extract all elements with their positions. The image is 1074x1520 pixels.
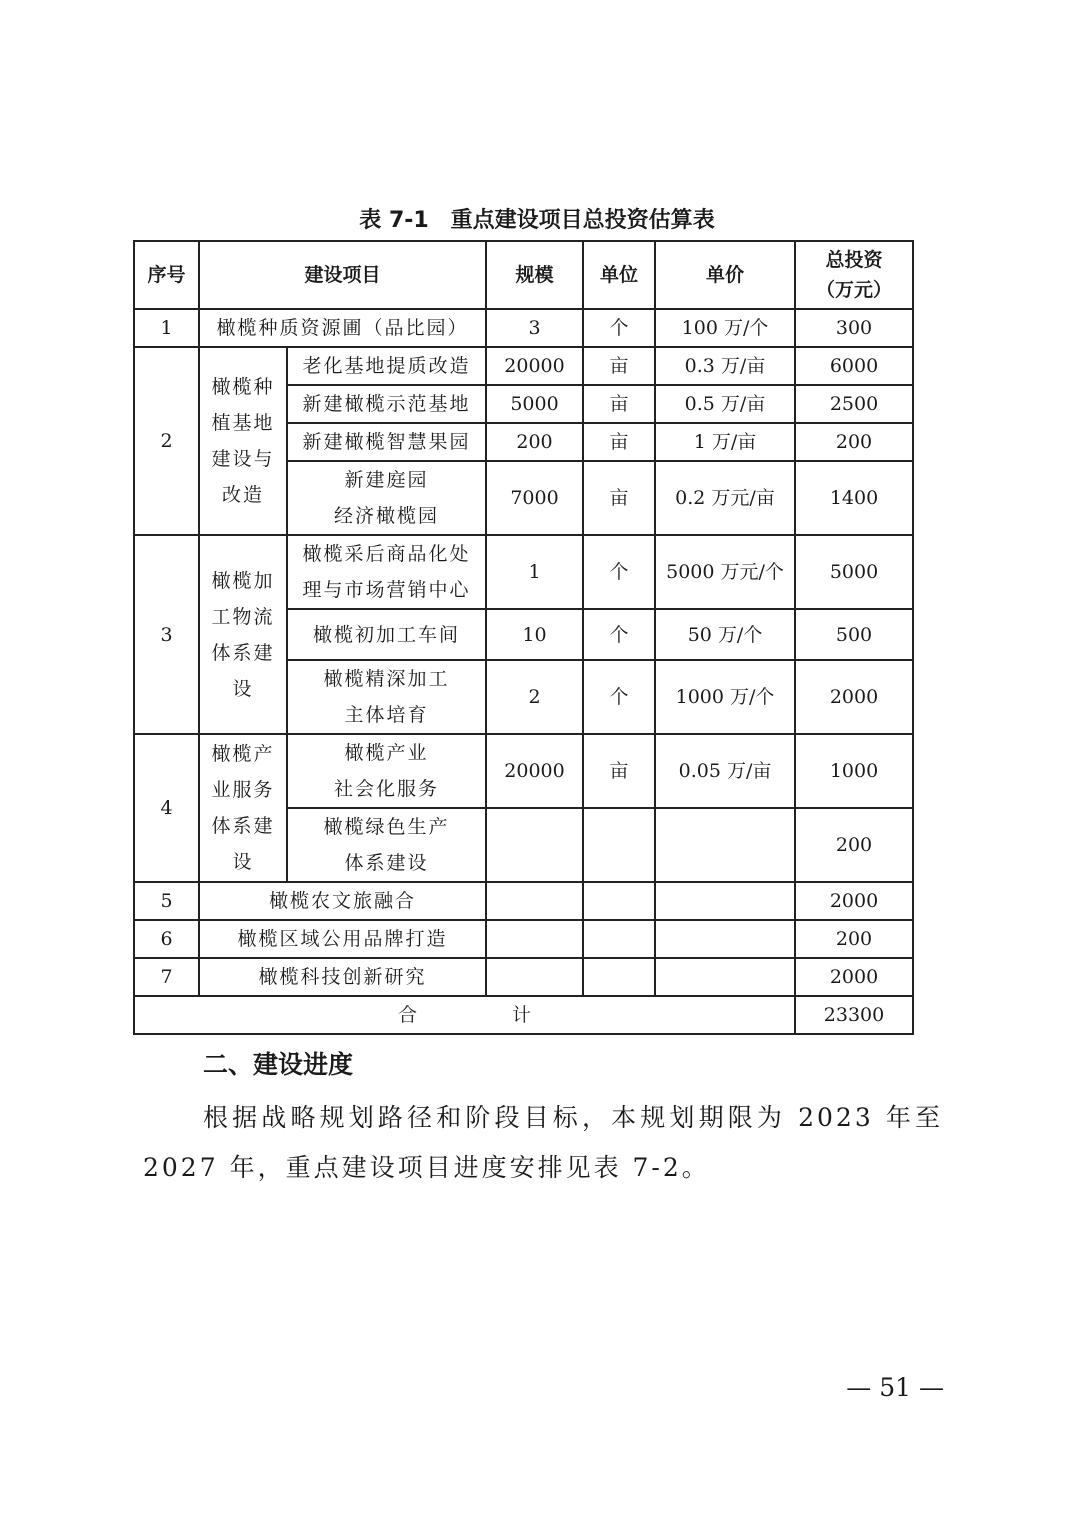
group-name-line: 植基地 [211, 412, 275, 434]
total-value: 23300 [795, 996, 913, 1034]
item-name-line: 橄榄产业 [344, 742, 429, 764]
row-seq: 5 [134, 882, 199, 920]
table-row [134, 920, 913, 958]
row-project: 橄榄区域公用品牌打造 [199, 920, 486, 958]
item-name-line: 橄榄采后商品化处 [302, 543, 471, 565]
total-label: 合 计 [134, 996, 795, 1034]
item-unit: 亩 [583, 423, 655, 461]
item-unit: 亩 [583, 461, 655, 535]
table-header-row [134, 241, 913, 309]
item-unit: 亩 [583, 385, 655, 423]
row-scale [486, 882, 583, 920]
item-price: 1000 万/个 [655, 660, 795, 734]
row-price: 100 万/个 [655, 309, 795, 347]
row-unit: 个 [583, 309, 655, 347]
item-total: 2500 [795, 385, 913, 423]
item-total: 1400 [795, 461, 913, 535]
item-name: 新建橄榄智慧果园 [287, 423, 486, 461]
group-name-line: 设 [232, 851, 254, 873]
item-scale: 10 [486, 609, 583, 660]
header-total-line1: 总投资 [825, 249, 883, 271]
item-scale [486, 808, 583, 882]
header-price: 单价 [655, 241, 795, 309]
item-unit: 个 [583, 535, 655, 609]
table-row [134, 309, 913, 347]
item-total: 200 [795, 808, 913, 882]
item-unit [583, 808, 655, 882]
row-price [655, 958, 795, 996]
row-seq: 7 [134, 958, 199, 996]
header-total-line2: （万元） [816, 279, 893, 301]
group-seq: 3 [134, 535, 199, 734]
item-total: 5000 [795, 535, 913, 609]
item-name: 老化基地提质改造 [287, 347, 486, 385]
item-price: 5000 万元/个 [655, 535, 795, 609]
row-scale [486, 920, 583, 958]
item-scale: 7000 [486, 461, 583, 535]
group-name [199, 347, 287, 535]
item-scale: 20000 [486, 347, 583, 385]
group-name-line: 体系建 [211, 815, 275, 837]
item-scale: 20000 [486, 734, 583, 808]
item-name [287, 808, 486, 882]
item-price: 1 万/亩 [655, 423, 795, 461]
row-total: 300 [795, 309, 913, 347]
table-caption: 表 7-1 重点建设项目总投资估算表 [359, 208, 715, 233]
group-name [199, 535, 287, 734]
row-price [655, 882, 795, 920]
group-name-line: 工物流 [211, 605, 275, 628]
group-seq: 2 [134, 347, 199, 535]
item-name-line: 体系建设 [344, 852, 429, 874]
header-unit: 单位 [583, 241, 655, 309]
group-name-line: 橄榄产 [211, 743, 275, 765]
row-scale [486, 958, 583, 996]
table-row [134, 882, 913, 920]
item-total: 1000 [795, 734, 913, 808]
item-unit: 个 [583, 660, 655, 734]
page-number: — 51 — [846, 1373, 944, 1402]
body-paragraph: 根据战略规划路径和阶段目标，本规划期限为 2023 年至 2027 年，重点建设项目进度安排见表 7-2。 [143, 1103, 943, 1182]
table-total-row [134, 996, 913, 1034]
row-unit [583, 920, 655, 958]
table-row [134, 958, 913, 996]
row-total: 2000 [795, 882, 913, 920]
item-price: 0.05 万/亩 [655, 734, 795, 808]
group-name-line: 橄榄种 [211, 376, 275, 398]
item-unit: 亩 [583, 734, 655, 808]
item-name-line: 理与市场营销中心 [302, 579, 471, 601]
item-price: 0.5 万/亩 [655, 385, 795, 423]
item-total: 6000 [795, 347, 913, 385]
item-total: 500 [795, 609, 913, 660]
item-name-line: 橄榄精深加工 [323, 668, 450, 690]
item-name: 新建橄榄示范基地 [287, 385, 486, 423]
group-name-line: 设 [232, 677, 254, 700]
item-name [287, 660, 486, 734]
group-name-line: 业服务 [211, 779, 275, 801]
row-scale: 3 [486, 309, 583, 347]
row-project: 橄榄科技创新研究 [199, 958, 486, 996]
item-name [287, 535, 486, 609]
row-price [655, 920, 795, 958]
group-name-line: 体系建 [211, 641, 275, 664]
item-scale: 1 [486, 535, 583, 609]
row-seq: 1 [134, 309, 199, 347]
item-total: 200 [795, 423, 913, 461]
header-project: 建设项目 [199, 241, 486, 309]
item-name [287, 461, 486, 535]
row-project: 橄榄种质资源圃（品比园） [199, 309, 486, 347]
group-seq: 4 [134, 734, 199, 882]
row-seq: 6 [134, 920, 199, 958]
item-price: 50 万/个 [655, 609, 795, 660]
row-unit [583, 958, 655, 996]
item-name: 橄榄初加工车间 [287, 609, 486, 660]
item-unit: 个 [583, 609, 655, 660]
group-name-line: 橄榄加 [211, 569, 275, 592]
row-total: 2000 [795, 958, 913, 996]
item-name-line: 社会化服务 [334, 778, 440, 800]
group-name-line: 改造 [221, 484, 264, 506]
item-scale: 2 [486, 660, 583, 734]
investment-table [133, 240, 914, 1035]
table-row [134, 734, 913, 808]
item-total: 2000 [795, 660, 913, 734]
row-project: 橄榄农文旅融合 [199, 882, 486, 920]
header-scale: 规模 [486, 241, 583, 309]
item-price: 0.3 万/亩 [655, 347, 795, 385]
item-name-line: 主体培育 [344, 704, 429, 726]
item-name-line: 新建庭园 [344, 469, 429, 491]
item-price [655, 808, 795, 882]
item-unit: 亩 [583, 347, 655, 385]
table-row [134, 347, 913, 385]
table-row [134, 535, 913, 609]
item-name [287, 734, 486, 808]
item-scale: 200 [486, 423, 583, 461]
item-name-line: 橄榄绿色生产 [323, 816, 450, 838]
group-name [199, 734, 287, 882]
header-seq: 序号 [134, 241, 199, 309]
header-total [795, 241, 913, 309]
row-unit [583, 882, 655, 920]
section-heading: 二、建设进度 [203, 1050, 354, 1079]
row-total: 200 [795, 920, 913, 958]
item-price: 0.2 万元/亩 [655, 461, 795, 535]
item-name-line: 经济橄榄园 [334, 505, 440, 527]
group-name-line: 建设与 [211, 448, 275, 470]
item-scale: 5000 [486, 385, 583, 423]
